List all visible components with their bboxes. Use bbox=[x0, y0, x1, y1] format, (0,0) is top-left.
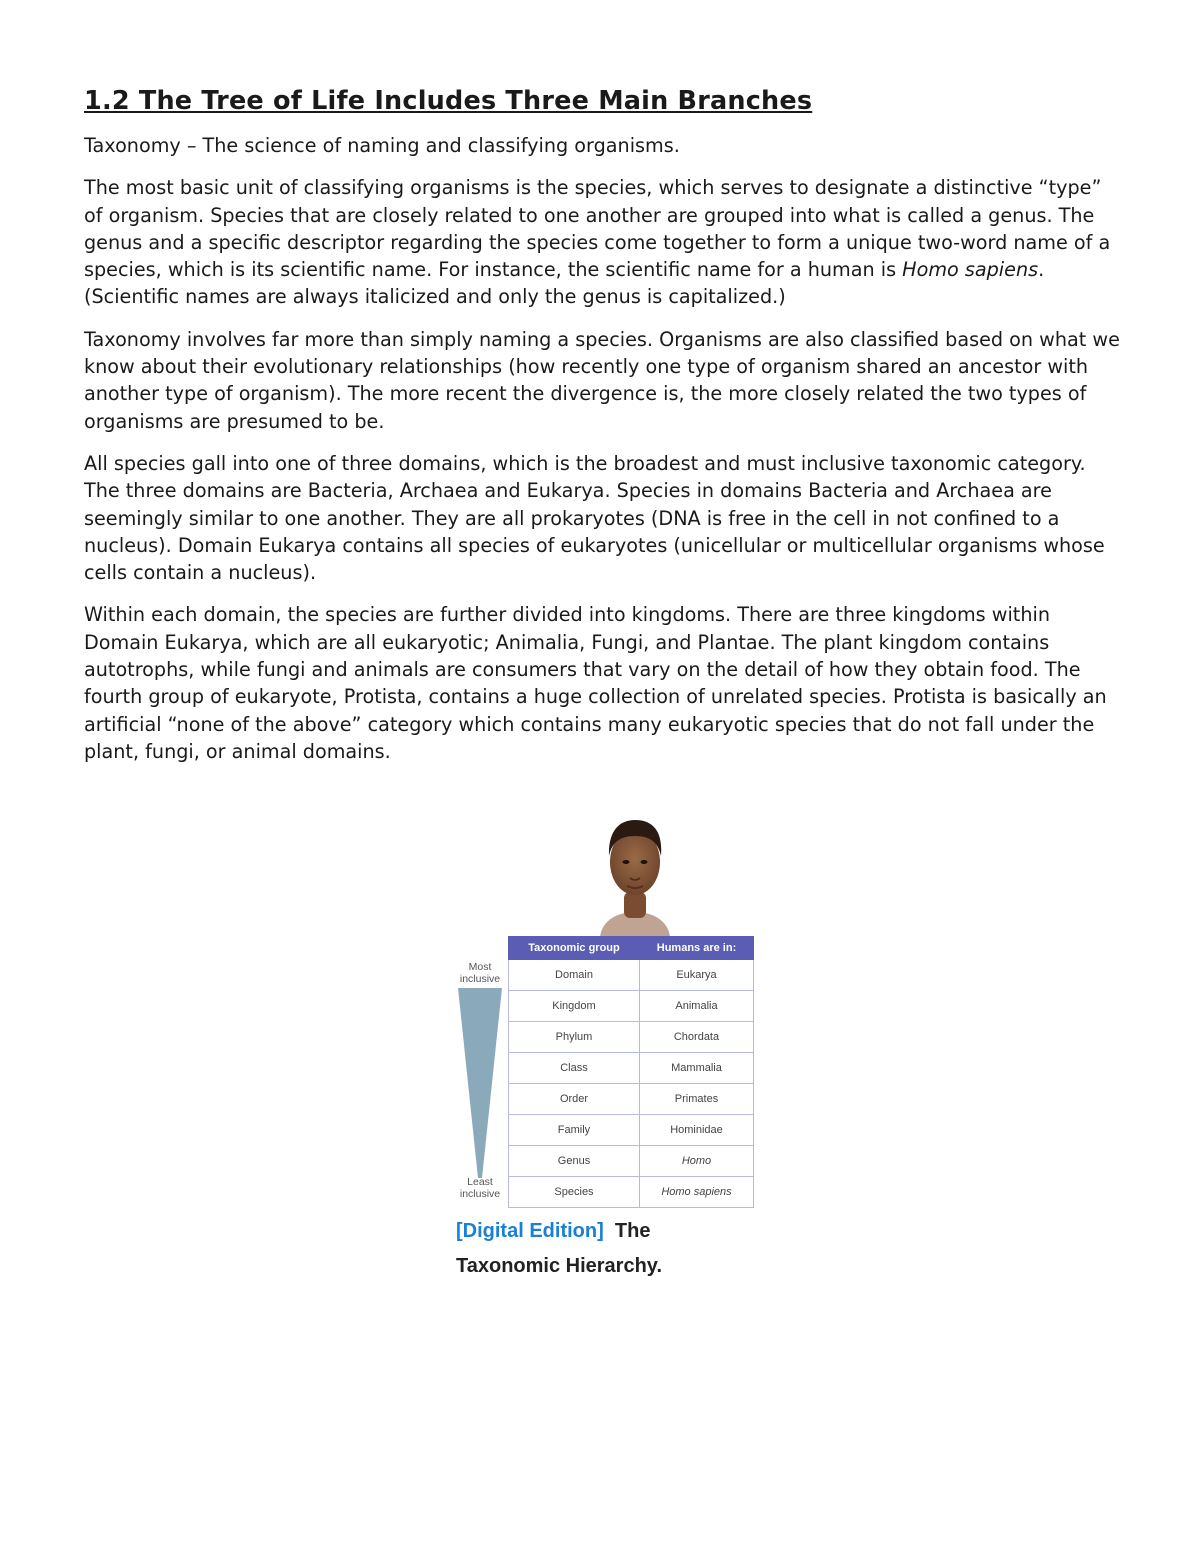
table-row bbox=[509, 1177, 754, 1208]
human-taxon: Eukarya bbox=[640, 960, 754, 991]
paragraph-text: The most basic unit of classifying organisms is the species, which serves to designate a distinctive “type” of organism. Species that are closely related to one another are grouped into what is called a genus. The genus and a specific descriptor regarding the species come together to form a unique two-word name of a species, which is its scientific name. For instance, the scientific name for a human is bbox=[84, 176, 1111, 282]
paragraph-taxonomy-definition: Taxonomy – The science of naming and classifying organisms. bbox=[84, 134, 680, 157]
taxon-rank: Order bbox=[509, 1084, 640, 1115]
taxon-rank: Family bbox=[509, 1115, 640, 1146]
paragraph-evolutionary-relationships: Taxonomy involves far more than simply naming a species. Organisms are also classified based on what we know about their evolutionary relationships (how recently one type of organism shared an ancestor with another type of organism). The more recent the divergence is, the more closely related the two types of organisms are presumed to be. bbox=[84, 327, 1120, 433]
caption-text: The Taxonomic Hierarchy. bbox=[456, 1220, 662, 1277]
most-inclusive-label: Most inclusive bbox=[459, 961, 501, 985]
header-humans-are-in: Humans are in: bbox=[640, 937, 754, 960]
taxon-rank: Species bbox=[509, 1177, 640, 1208]
taxonomic-hierarchy-figure bbox=[450, 812, 770, 1292]
table-row bbox=[509, 1084, 754, 1115]
paragraph-species-unit bbox=[84, 174, 1124, 310]
table-row bbox=[509, 960, 754, 991]
section-title: 1.2 The Tree of Life Includes Three Main Branches bbox=[84, 86, 813, 116]
human-taxon: Primates bbox=[640, 1084, 754, 1115]
taxon-rank: Domain bbox=[509, 960, 640, 991]
paragraph-domains: All species gall into one of three domains, which is the broadest and must inclusive taxonomic category. The three domains are Bacteria, Archaea and Eukarya. Species in domains Bacteria and Archaea are seemingly similar to one another. They are all prokaryotes (DNA is free in the cell in not confined to a nucleus). Domain Eukarya contains all species of eukaryotes (unicellular or multicellular organisms whose cells contain a nucleus). bbox=[84, 451, 1105, 585]
taxonomy-table bbox=[508, 936, 754, 1208]
header-taxonomic-group: Taxonomic group bbox=[509, 937, 640, 960]
human-taxon: Hominidae bbox=[640, 1115, 754, 1146]
taxon-rank: Genus bbox=[509, 1146, 640, 1177]
scientific-name: Homo sapiens bbox=[902, 258, 1039, 282]
taxon-rank: Kingdom bbox=[509, 991, 640, 1022]
table-row bbox=[509, 1115, 754, 1146]
human-taxon: Animalia bbox=[640, 991, 754, 1022]
human-taxon: Mammalia bbox=[640, 1053, 754, 1084]
document-page bbox=[84, 84, 1124, 780]
human-taxon: Chordata bbox=[640, 1022, 754, 1053]
paragraph-text: . (Scientific names are always italicized and only the genus is capitalized.) bbox=[84, 258, 1045, 309]
human-portrait-image bbox=[590, 812, 680, 937]
taxon-rank: Class bbox=[509, 1053, 640, 1084]
table-row bbox=[509, 1146, 754, 1177]
figure-caption bbox=[456, 1214, 756, 1284]
inclusiveness-wedge bbox=[458, 988, 502, 1178]
table-row bbox=[509, 991, 754, 1022]
human-taxon: Homo sapiens bbox=[640, 1177, 754, 1208]
human-taxon: Homo bbox=[640, 1146, 754, 1177]
table-row bbox=[509, 1022, 754, 1053]
digital-edition-link[interactable]: [Digital Edition] bbox=[456, 1220, 604, 1242]
table-header-row bbox=[509, 937, 754, 960]
least-inclusive-label: Least inclusive bbox=[459, 1176, 501, 1200]
paragraph-kingdoms: Within each domain, the species are further divided into kingdoms. There are three kingdoms within Domain Eukarya, which are all eukaryotic; Animalia, Fungi, and Plantae. The plant kingdom contains autotrophs, while fungi and animals are consumers that vary on the detail of how they obtain food. The fourth group of eukaryote, Protista, contains a huge collection of unrelated species. Protista is basically an artificial “none of the above” category which contains many eukaryotic species that do not fall under the plant, fungi, or animal domains. bbox=[84, 603, 1107, 763]
table-row bbox=[509, 1053, 754, 1084]
taxon-rank: Phylum bbox=[509, 1022, 640, 1053]
